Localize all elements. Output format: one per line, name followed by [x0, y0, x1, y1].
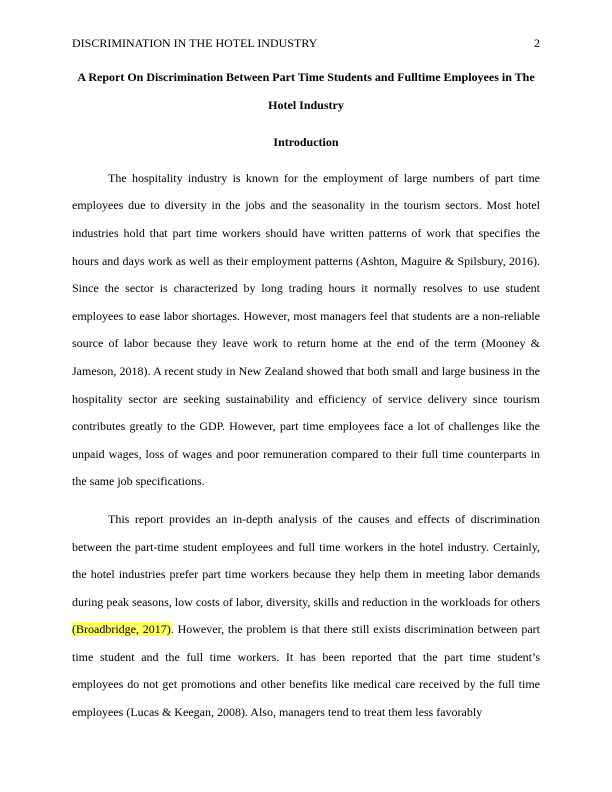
- paragraph-1: The hospitality industry is known for the employment of large numbers of part time employees due to diversity in the jobs and the seasonality in the tourism sectors. Most hotel industries hold that part time workers should have written patterns of work that specifies the hours and days work as well as their employment patterns (Ashton, Maguire & Spilsbury, 2016). Since the sector is characterized by long trading hours it normally resolves to use student employees to ease labor shortages. However, most managers feel that students are a non-reliable source of labor because they leave work to return home at the end of the term (Mooney & Jameson, 2018). A recent study in New Zealand showed that both small and large business in the hospitality sector are seeking sustainability and efficiency of service delivery since tourism contributes greatly to the GDP. However, part time employees face a lot of challenges like the unpaid wages, loss of wages and poor remuneration compared to their full time counterparts in the same job specifications.: [72, 170, 540, 489]
- section-heading-introduction: Introduction: [273, 135, 339, 150]
- paragraph-2-text-before: This report provides an in-depth analysis of the causes and effects of discrimination between the part-time student employees and full time workers in the hotel industry. Certainly, the hotel industries prefer part time workers because they help them in meeting labor demands during peak seasons, low costs of labor, diversity, skills and reduction in the workloads for others: [72, 511, 540, 609]
- document-body: [72, 64, 540, 727]
- page-number: 2: [534, 36, 540, 50]
- running-head: DISCRIMINATION IN THE HOTEL INDUSTRY: [72, 36, 318, 50]
- paragraph-2-text-after: . However, the problem is that there still exists discrimination between part time student and the full time workers. It has been reported that the part time student’s employees do not get promotions and other benefits like medical care received by the full time employees (Lucas & Keegan, 2008). Also, managers tend to treat them less favorably: [72, 622, 540, 720]
- paragraph-2: [72, 506, 540, 727]
- highlighted-citation: (Broadbridge, 2017): [72, 622, 171, 637]
- report-title: A Report On Discrimination Between Part Time Students and Fulltime Employees in The Hotel Industry: [77, 70, 535, 112]
